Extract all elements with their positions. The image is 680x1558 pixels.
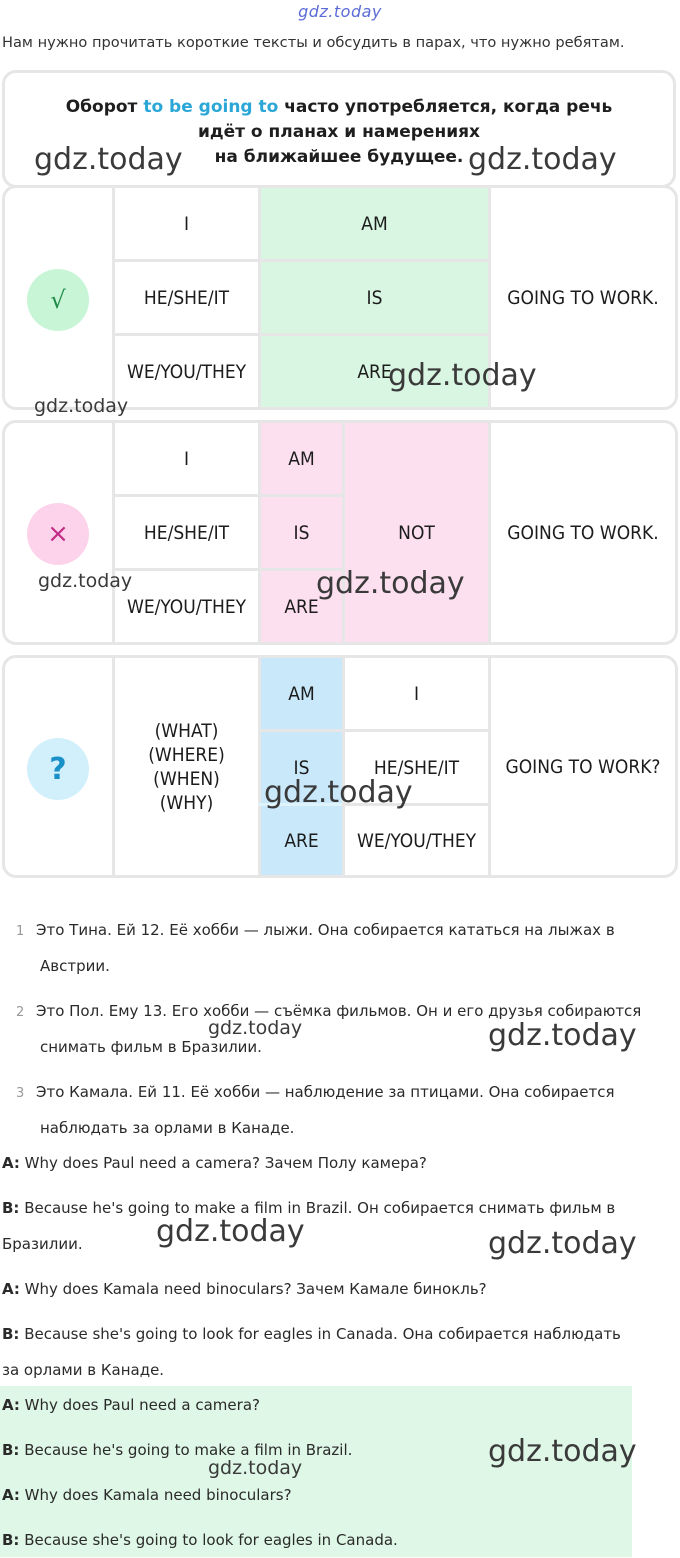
wh-word: (WHERE) (148, 743, 225, 766)
watermark: gdz.today (208, 1017, 303, 1039)
watermark: gdz.today (208, 1457, 303, 1479)
rule-box (2, 70, 676, 188)
speaker-label: A: (2, 1486, 20, 1504)
verb-cell: ARE (284, 829, 319, 852)
question-icon: ? (49, 751, 67, 787)
watermark: gdz.today (156, 1214, 305, 1249)
verb-cell: AM (288, 682, 315, 705)
watermark: gdz.today (388, 358, 537, 393)
watermark: gdz.today (34, 395, 129, 417)
watermark: gdz.today (488, 1018, 637, 1053)
dialogue-text: за орлами в Канаде. (2, 1361, 165, 1379)
list-item (16, 1074, 666, 1146)
watermark: gdz.today (468, 142, 617, 177)
dialogue-text: Because he's going to make a film in Brazil. Он собирается снимать фильм в (19, 1199, 616, 1217)
speaker-label: B: (2, 1441, 20, 1459)
rule-text (5, 95, 673, 170)
verb-cell: AM (288, 447, 315, 470)
speaker-label: B: (2, 1199, 20, 1217)
verb-cell: ARE (284, 595, 319, 618)
speaker-label: B: (2, 1531, 20, 1549)
watermark: gdz.today (488, 1226, 637, 1261)
dialogue-line (2, 1271, 672, 1307)
speaker-label: B: (2, 1325, 20, 1343)
watermark: gdz.today (316, 566, 465, 601)
list-item (16, 912, 666, 984)
watermark: gdz.today (34, 142, 183, 177)
dialogue-text: Бразилии. (2, 1235, 83, 1253)
speaker-label: A: (2, 1396, 20, 1414)
question-badge (27, 738, 89, 800)
answer-text: Because she's going to look for eagles in Canada. (19, 1531, 398, 1549)
list-text: Это Тина. Ей 12. Её хобби — лыжи. Она собирается кататься на лыжах в (36, 921, 615, 939)
tail-cell: GOING TO WORK. (507, 521, 659, 544)
wh-word: (WHAT) (154, 719, 219, 742)
rule-text-after: часто употребляется, когда речь (278, 97, 613, 117)
wh-word: (WHY) (159, 791, 214, 814)
dialogue-text: Because she's going to look for eagles in Canada. Она собирается наблюдать (19, 1325, 621, 1343)
negative-panel (2, 420, 678, 645)
dialogue-line (2, 1145, 672, 1181)
answer-text: Because he's going to make a film in Brazil. (19, 1441, 353, 1459)
subject-cell: HE/SHE/IT (143, 521, 230, 544)
subject-cell: I (183, 447, 190, 470)
affirmative-panel (2, 185, 678, 410)
watermark: gdz.today (38, 570, 133, 592)
answer-line (2, 1477, 672, 1513)
subject-cell: I (183, 212, 190, 235)
answer-line (2, 1522, 672, 1558)
list-item (16, 993, 666, 1065)
subject-cell: WE/YOU/THEY (126, 360, 247, 383)
verb-cell: ARE (357, 360, 392, 383)
cross-badge (27, 503, 89, 565)
rule-text-before: Оборот (65, 97, 144, 117)
answer-line (2, 1432, 672, 1468)
verb-cell: IS (293, 521, 310, 544)
watermark: gdz.today (264, 775, 413, 810)
list-text: Это Камала. Ей 11. Её хобби — наблюдение за птицами. Она собирается (36, 1083, 615, 1101)
list-number: 1 (16, 924, 25, 939)
subject-cell: WE/YOU/THEY (356, 829, 477, 852)
rule-accent-phrase: to be going to (143, 97, 279, 117)
list-number: 2 (16, 1005, 25, 1020)
dialogue-line (2, 1190, 672, 1262)
tail-cell: GOING TO WORK? (505, 755, 661, 778)
subject-cell: HE/SHE/IT (373, 756, 460, 779)
site-logo[interactable]: gdz.today (298, 2, 382, 21)
answer-text: Why does Kamala need binoculars? (19, 1486, 292, 1504)
list-text: Австрии. (40, 957, 110, 975)
task-instruction: Нам нужно прочитать короткие тексты и обсудить в парах, что нужно ребятам. (2, 34, 625, 51)
rule-line-3: на ближайшее будущее. (214, 147, 464, 167)
watermark: gdz.today (488, 1434, 637, 1469)
speaker-label: A: (2, 1154, 20, 1172)
subject-cell: I (413, 682, 420, 705)
dialogue-text: Why does Paul need a camera? Зачем Полу камера? (19, 1154, 427, 1172)
subject-cell: HE/SHE/IT (143, 286, 230, 309)
cross-icon: × (47, 519, 69, 549)
wh-word: (WHEN) (153, 767, 220, 790)
wh-words-cell (115, 658, 258, 875)
question-panel (2, 655, 678, 878)
verb-cell: AM (361, 212, 388, 235)
tail-cell: GOING TO WORK. (507, 286, 659, 309)
list-text: снимать фильм в Бразилии. (40, 1038, 262, 1056)
check-badge (27, 269, 89, 331)
list-text: наблюдать за орлами в Канаде. (40, 1119, 295, 1137)
dialogue-text: Why does Kamala need binoculars? Зачем Камале бинокль? (19, 1280, 487, 1298)
negation-cell: NOT (398, 521, 435, 544)
speaker-label: A: (2, 1280, 20, 1298)
list-text: Это Пол. Ему 13. Его хобби — съёмка фильмов. Он и его друзья собираются (36, 1002, 642, 1020)
verb-cell: IS (366, 286, 383, 309)
answer-line (2, 1387, 672, 1423)
check-icon: √ (50, 286, 66, 314)
answer-text: Why does Paul need a camera? (19, 1396, 260, 1414)
rule-line-2: идёт о планах и намерениях (197, 122, 481, 142)
dialogue-line (2, 1316, 672, 1388)
subject-cell: WE/YOU/THEY (126, 595, 247, 618)
verb-cell: IS (293, 756, 310, 779)
list-number: 3 (16, 1086, 25, 1101)
